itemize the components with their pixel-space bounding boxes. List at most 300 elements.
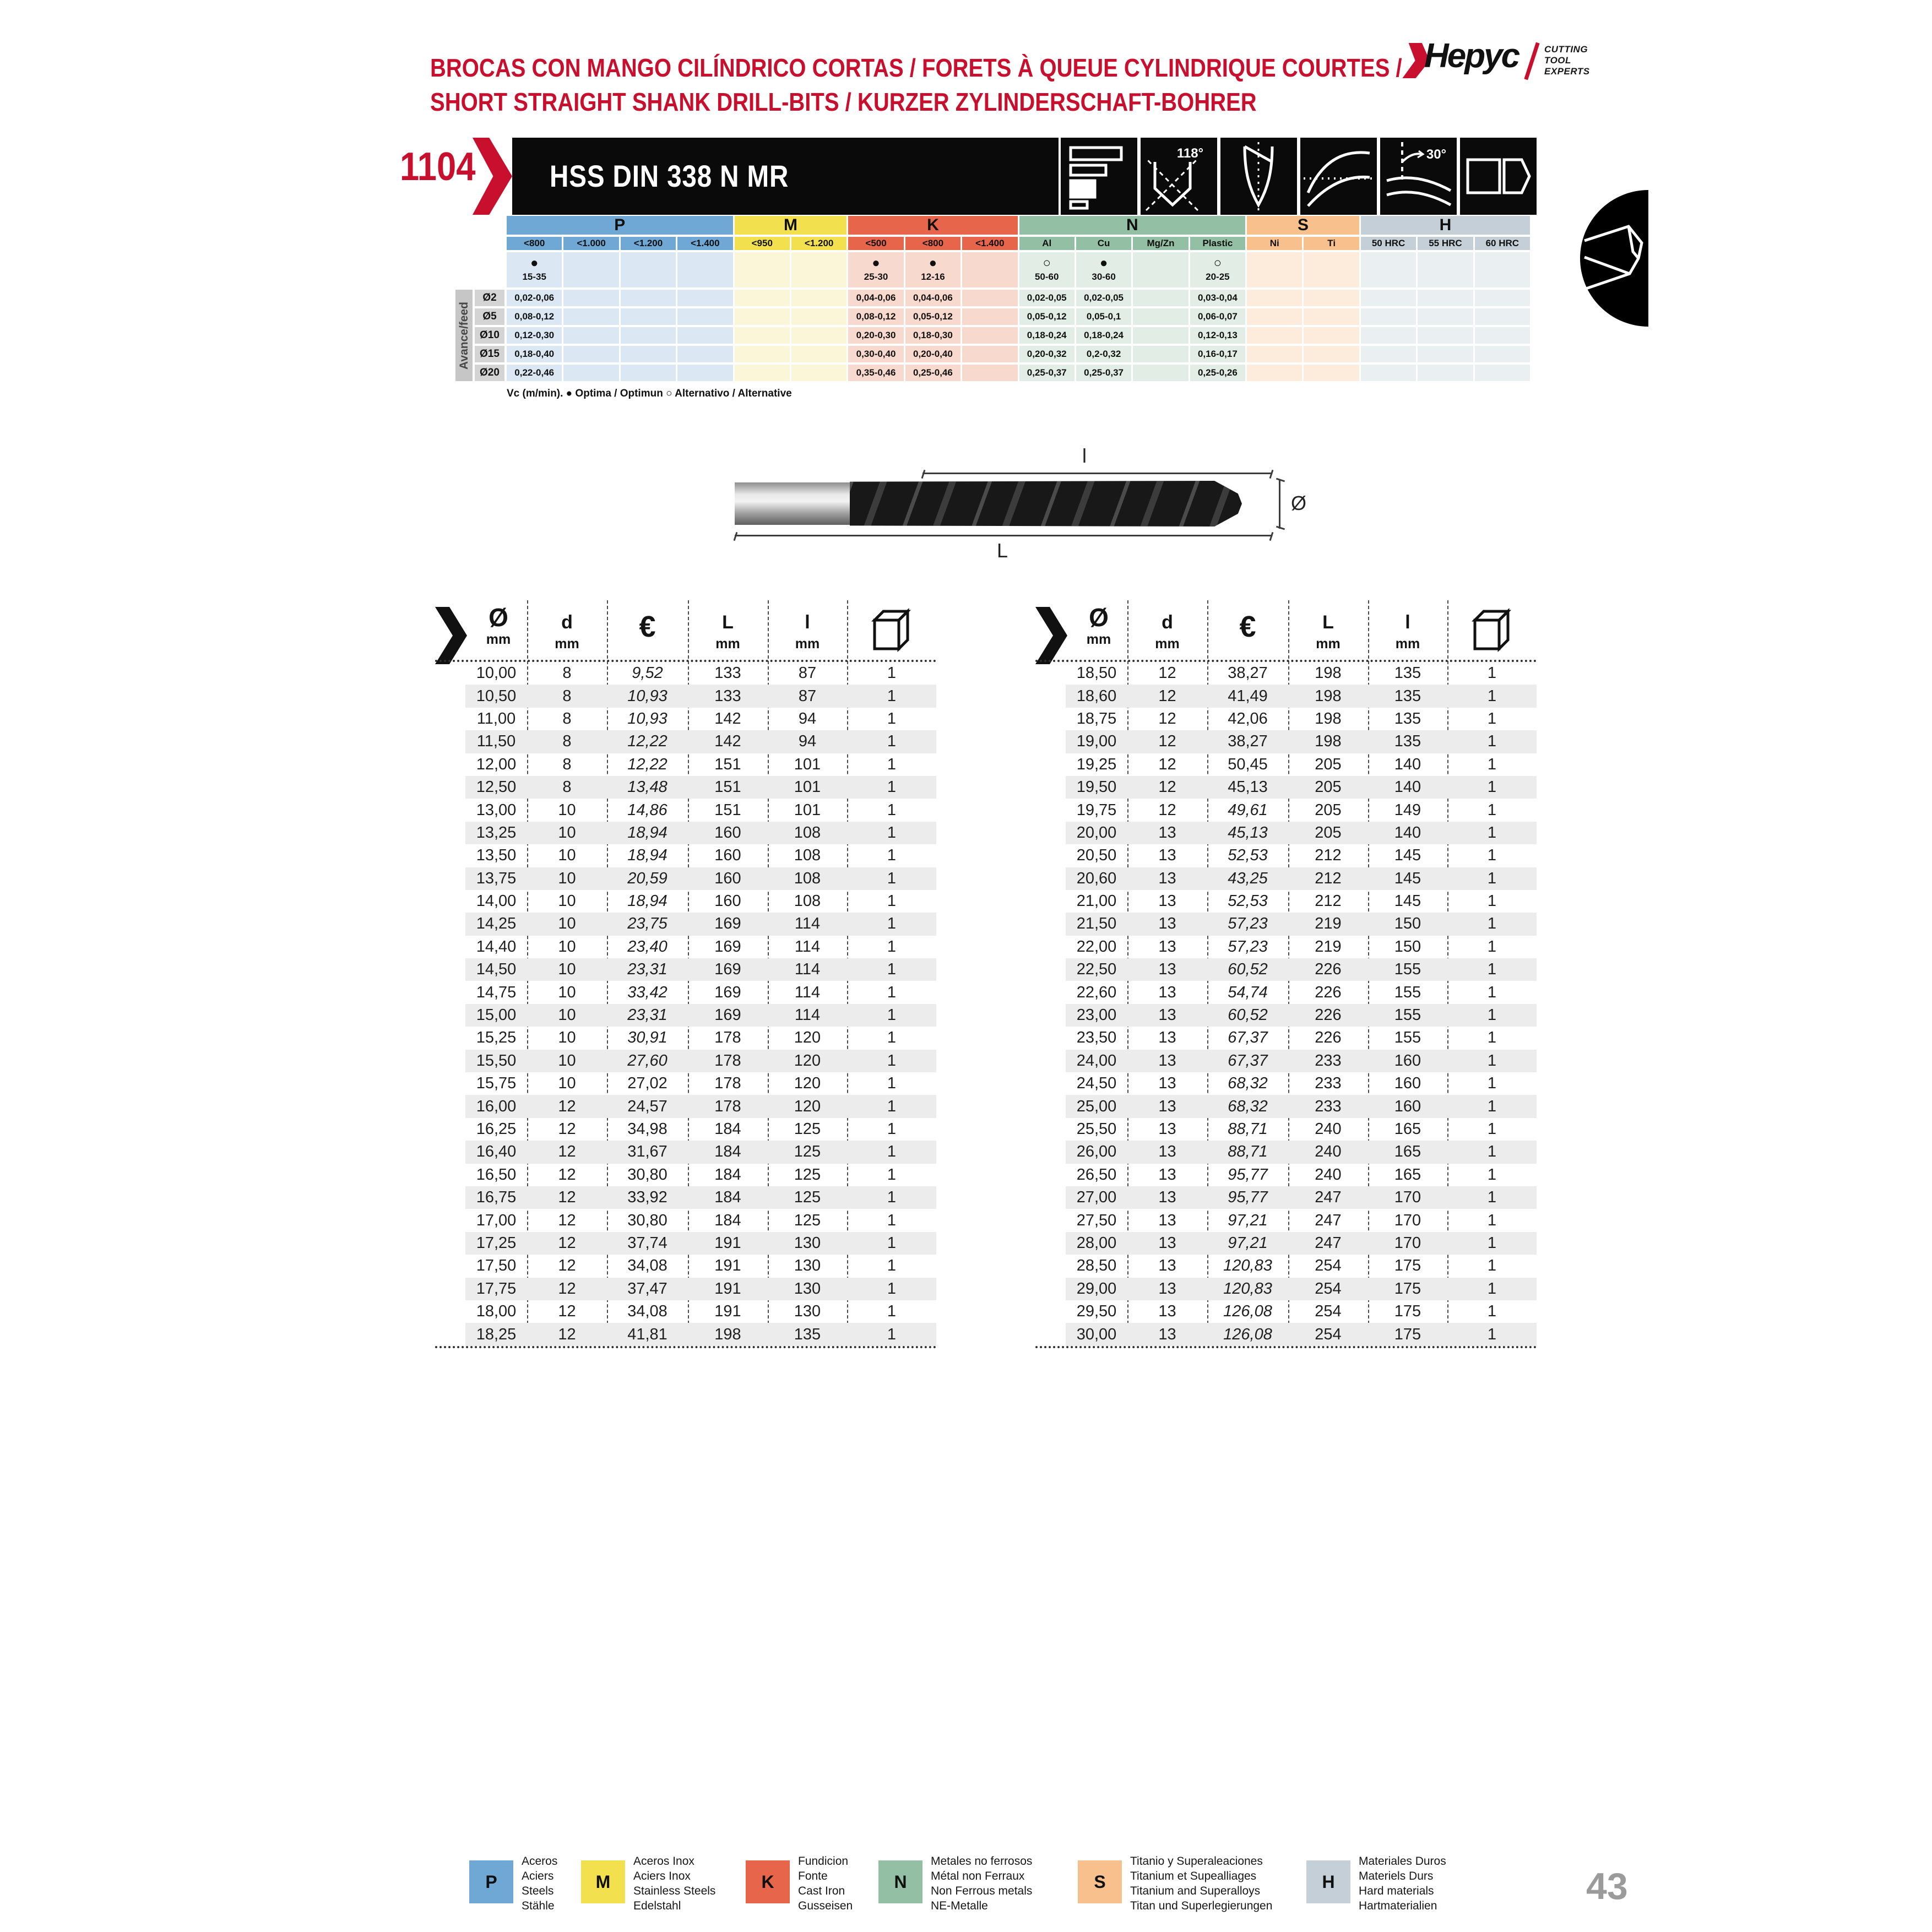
legend-line: Titanio y Superaleaciones	[1130, 1855, 1263, 1868]
cell-shank-d: 13	[1158, 1074, 1176, 1093]
feed-value-cell	[1247, 308, 1302, 325]
feed-value-cell	[621, 327, 676, 344]
cell-diameter: 19,75	[1076, 801, 1117, 819]
feed-value-cell	[962, 308, 1017, 325]
cell-shank-d: 13	[1158, 1029, 1176, 1047]
cell-diameter: 15,25	[476, 1029, 517, 1047]
table-row	[465, 1050, 936, 1072]
speed-range: 12-16	[921, 272, 945, 282]
cell-flute-length: 175	[1394, 1303, 1421, 1321]
cell-price: 43,25	[1228, 869, 1268, 887]
legend-line: Aceros	[522, 1855, 558, 1868]
feed-value-cell	[962, 327, 1017, 344]
cell-pack-qty: 1	[1487, 709, 1497, 728]
cell-diameter: 23,00	[1076, 1006, 1117, 1024]
cell-total-length: 212	[1315, 892, 1342, 910]
cell-pack-qty: 1	[887, 1188, 897, 1207]
point-angle-label: 118°	[1176, 146, 1204, 161]
feed-value-cell: 0,04-0,06	[905, 290, 960, 306]
speed-table-footnote: Vc (m/min). ● Optima / Optimun ○ Alternativo / Alternative	[507, 388, 792, 399]
cell-total-length: 160	[714, 869, 741, 887]
cell-pack-qty: 1	[1487, 1097, 1497, 1115]
cell-flute-length: 155	[1394, 960, 1421, 979]
page-title-line2: SHORT STRAIGHT SHANK DRILL-BITS / KURZER ZYLINDERSCHAFT-BOHRER	[430, 88, 1257, 116]
legend-line: Non Ferrous metals	[931, 1885, 1033, 1897]
cell-total-length: 184	[714, 1143, 741, 1161]
cell-price: 27,02	[627, 1074, 667, 1093]
cutting-speed-cell	[791, 252, 846, 287]
cell-flute-length: 108	[794, 823, 821, 842]
cell-shank-d: 13	[1158, 1188, 1176, 1207]
material-group-P: P	[507, 216, 733, 235]
cell-total-length: 212	[1315, 846, 1342, 865]
cell-diameter: 17,00	[476, 1211, 517, 1229]
cell-pack-qty: 1	[1487, 823, 1497, 842]
cell-flute-length: 140	[1394, 755, 1421, 773]
cell-total-length: 198	[714, 1325, 741, 1343]
table-row	[465, 890, 936, 913]
table-row	[465, 1141, 936, 1163]
table-row	[465, 981, 936, 1003]
cell-shank-d: 10	[558, 892, 576, 910]
cell-total-length: 133	[714, 687, 741, 705]
cell-shank-d: 10	[558, 1029, 576, 1047]
table-row	[1066, 913, 1537, 935]
material-subcol: 50 HRC	[1361, 237, 1416, 250]
cell-flute-length: 114	[794, 983, 821, 1001]
feed-value-cell	[677, 290, 732, 306]
cell-total-length: 133	[714, 664, 741, 682]
cell-shank-d: 12	[558, 1234, 576, 1252]
cell-total-length: 219	[1315, 915, 1342, 933]
feed-value-cell	[1475, 346, 1530, 362]
cell-shank-d: 10	[558, 1006, 576, 1024]
cutting-speed-cell	[621, 252, 676, 287]
cell-pack-qty: 1	[887, 1006, 897, 1024]
legend-line: Cast Iron	[798, 1885, 845, 1897]
col-header-packaging	[847, 608, 936, 655]
col-header-L: L mm	[1316, 612, 1341, 652]
cell-total-length: 178	[714, 1097, 741, 1115]
material-group-M: M	[735, 216, 847, 235]
cutting-speed-cell	[735, 252, 790, 287]
feed-value-cell	[791, 308, 846, 325]
cutting-speed-cell	[1361, 252, 1416, 287]
helix-angle-30-icon	[1380, 138, 1457, 215]
cell-total-length: 184	[714, 1120, 741, 1138]
cell-shank-d: 12	[1158, 664, 1176, 682]
cell-diameter: 18,25	[476, 1325, 517, 1343]
cell-diameter: 22,50	[1076, 960, 1117, 979]
cutting-speed-cell	[677, 252, 732, 287]
cell-price: 12,22	[627, 755, 667, 773]
cell-shank-d: 13	[1158, 960, 1176, 979]
cell-shank-d: 13	[1158, 1325, 1176, 1343]
legend-line: Metales no ferrosos	[931, 1855, 1033, 1868]
cell-diameter: 26,50	[1076, 1165, 1117, 1184]
legend-line: Fonte	[798, 1870, 828, 1882]
cell-flute-length: 160	[1394, 1097, 1421, 1115]
feed-value-cell	[791, 346, 846, 362]
table-row	[1066, 1050, 1537, 1072]
cell-pack-qty: 1	[887, 937, 897, 956]
cell-shank-d: 13	[1158, 869, 1176, 887]
col-header-diameter: Ø mm	[1086, 603, 1111, 647]
feed-value-cell: 0,12-0,30	[507, 327, 562, 344]
cell-total-length: 198	[1315, 709, 1342, 728]
table-row	[1066, 776, 1537, 799]
feed-value-cell: 0,02-0,05	[1076, 290, 1131, 306]
cell-pack-qty: 1	[887, 755, 897, 773]
total-length-label: L	[997, 539, 1008, 562]
cell-diameter: 16,40	[476, 1143, 517, 1161]
table-row	[465, 1118, 936, 1141]
table-row	[1066, 662, 1537, 685]
cell-flute-length: 94	[798, 709, 817, 728]
feed-value-cell: 0,02-0,06	[507, 290, 562, 306]
cell-price: 45,13	[1228, 823, 1268, 842]
cell-diameter: 18,50	[1076, 664, 1117, 682]
table-row	[1066, 1278, 1537, 1300]
cell-total-length: 151	[714, 778, 741, 796]
cell-diameter: 24,50	[1076, 1074, 1117, 1093]
table-row	[465, 958, 936, 981]
cell-pack-qty: 1	[887, 892, 897, 910]
cell-shank-d: 10	[558, 1074, 576, 1093]
cell-price: 33,92	[627, 1188, 667, 1207]
cell-shank-d: 10	[558, 823, 576, 842]
legend-text	[931, 1854, 1032, 1913]
feed-value-cell: 0,20-0,32	[1019, 346, 1074, 362]
feed-value-cell	[1304, 290, 1359, 306]
cell-shank-d: 8	[562, 732, 572, 751]
brand-wordmark: Hepyc	[1424, 37, 1519, 75]
cell-price: 34,08	[627, 1257, 667, 1275]
feed-diameter-label: Ø2	[475, 290, 504, 306]
cell-flute-length: 145	[1394, 846, 1421, 865]
cell-price: 120,83	[1223, 1257, 1272, 1275]
feed-value-cell	[1418, 346, 1473, 362]
feed-value-cell	[563, 327, 618, 344]
col-header-price: €	[1239, 610, 1256, 643]
col-header-l: l mm	[795, 612, 820, 652]
feed-value-cell: 0,18-0,40	[507, 346, 562, 362]
cell-flute-length: 145	[1394, 892, 1421, 910]
table-row	[465, 1209, 936, 1231]
material-subcol: <1.000	[563, 237, 618, 250]
cell-shank-d: 13	[1158, 846, 1176, 865]
speed-mark: ○	[1043, 256, 1051, 270]
cell-pack-qty: 1	[887, 1279, 897, 1298]
cell-flute-length: 165	[1394, 1165, 1421, 1184]
cell-pack-qty: 1	[887, 960, 897, 979]
cell-total-length: 219	[1315, 937, 1342, 956]
drill-diagram	[721, 444, 1316, 565]
material-group-H: H	[1361, 216, 1530, 235]
feed-value-cell: 0,22-0,46	[507, 365, 562, 381]
cell-diameter: 26,00	[1076, 1143, 1117, 1161]
cell-flute-length: 145	[1394, 869, 1421, 887]
legend-swatch-M: M	[581, 1860, 625, 1903]
cell-shank-d: 10	[558, 960, 576, 979]
speed-mark: ●	[530, 256, 539, 270]
cutting-speed-cell	[1133, 252, 1188, 287]
cell-shank-d: 13	[1158, 1211, 1176, 1229]
cell-price: 24,57	[627, 1097, 667, 1115]
feed-value-cell	[1475, 290, 1530, 306]
feed-value-cell	[1418, 308, 1473, 325]
table-row	[465, 776, 936, 799]
page-title-line1: BROCAS CON MANGO CILÍNDRICO CORTAS / FORETS À QUEUE CYLINDRIQUE COURTES /	[430, 53, 1402, 82]
feed-value-cell: 0,02-0,05	[1019, 290, 1074, 306]
col-header-d: d mm	[1155, 612, 1180, 652]
material-subcol: <1.200	[791, 237, 846, 250]
cell-pack-qty: 1	[1487, 1211, 1497, 1229]
cell-shank-d: 10	[558, 846, 576, 865]
cell-total-length: 178	[714, 1074, 741, 1093]
cell-diameter: 28,00	[1076, 1234, 1117, 1252]
cell-diameter: 21,00	[1076, 892, 1117, 910]
cell-shank-d: 12	[558, 1279, 576, 1298]
cell-price: 23,31	[627, 960, 667, 979]
cell-flute-length: 150	[1394, 915, 1421, 933]
cell-diameter: 10,50	[476, 687, 517, 705]
cell-price: 23,31	[627, 1006, 667, 1024]
total-length-dimension	[735, 535, 1272, 536]
cell-diameter: 12,50	[476, 778, 517, 796]
cell-diameter: 20,00	[1076, 823, 1117, 842]
cell-diameter: 29,50	[1076, 1303, 1117, 1321]
cell-price: 95,77	[1228, 1165, 1268, 1184]
cell-total-length: 254	[1315, 1303, 1342, 1321]
feed-value-cell	[1304, 365, 1359, 381]
legend-text	[798, 1854, 853, 1913]
package-box-icon	[1470, 608, 1513, 652]
cutting-speed-cell	[1076, 252, 1131, 287]
cell-shank-d: 12	[1158, 732, 1176, 751]
cell-total-length: 142	[714, 709, 741, 728]
cell-total-length: 240	[1315, 1143, 1342, 1161]
cell-pack-qty: 1	[1487, 732, 1497, 751]
cell-total-length: 254	[1315, 1279, 1342, 1298]
material-subcol: 55 HRC	[1418, 237, 1473, 250]
cell-price: 52,53	[1228, 846, 1268, 865]
cell-pack-qty: 1	[887, 709, 897, 728]
feed-diameter-label: Ø20	[475, 365, 504, 381]
cell-flute-length: 160	[1394, 1074, 1421, 1093]
table-row	[465, 1278, 936, 1300]
drill-shank	[735, 482, 851, 525]
cell-price: 38,27	[1228, 664, 1268, 682]
cell-diameter: 22,60	[1076, 983, 1117, 1001]
legend-text	[1359, 1854, 1446, 1913]
cell-diameter: 14,25	[476, 915, 517, 933]
table-row	[1066, 1095, 1537, 1117]
feed-value-cell	[677, 365, 732, 381]
cell-flute-length: 170	[1394, 1234, 1421, 1252]
cell-shank-d: 12	[558, 1188, 576, 1207]
feed-value-cell: 0,25-0,37	[1076, 365, 1131, 381]
cell-flute-length: 101	[794, 778, 821, 796]
cell-diameter: 19,25	[1076, 755, 1117, 773]
cell-flute-length: 135	[794, 1325, 821, 1343]
feed-value-cell: 0,35-0,46	[848, 365, 903, 381]
cell-total-length: 191	[714, 1257, 741, 1275]
table-chevron-icon	[1035, 607, 1067, 664]
legend-swatch-K: K	[746, 1860, 790, 1903]
cell-diameter: 13,50	[476, 846, 517, 865]
feed-value-cell	[1304, 346, 1359, 362]
cell-flute-length: 125	[794, 1211, 821, 1229]
cell-pack-qty: 1	[1487, 1051, 1497, 1070]
diameter-dimension	[1279, 479, 1280, 529]
cell-shank-d: 13	[1158, 937, 1176, 956]
cell-total-length: 160	[714, 823, 741, 842]
cell-total-length: 169	[714, 915, 741, 933]
cell-price: 97,21	[1228, 1234, 1268, 1252]
cell-total-length: 226	[1315, 983, 1342, 1001]
cell-shank-d: 8	[562, 687, 572, 705]
col-header-diameter: Ø mm	[486, 603, 511, 647]
cell-shank-d: 13	[1158, 1234, 1176, 1252]
cell-price: 42,06	[1228, 709, 1268, 728]
cutting-speed-cell	[1019, 252, 1074, 287]
table-row	[465, 685, 936, 707]
table-row	[465, 844, 936, 867]
cell-shank-d: 13	[1158, 1120, 1176, 1138]
feed-value-cell	[791, 365, 846, 381]
feed-value-cell	[1247, 327, 1302, 344]
table-row	[465, 708, 936, 730]
cell-total-length: 247	[1315, 1188, 1342, 1207]
cell-diameter: 14,50	[476, 960, 517, 979]
cell-shank-d: 12	[558, 1097, 576, 1115]
feed-value-cell: 0,25-0,26	[1190, 365, 1245, 381]
material-subcol: Cu	[1076, 237, 1131, 250]
cell-shank-d: 12	[1158, 687, 1176, 705]
feed-value-cell	[1475, 308, 1530, 325]
cell-shank-d: 13	[1158, 983, 1176, 1001]
feed-value-cell	[1361, 290, 1416, 306]
table-row	[1066, 936, 1537, 958]
feed-value-cell	[791, 327, 846, 344]
table-row	[465, 662, 936, 685]
cell-total-length: 205	[1315, 778, 1342, 796]
feed-value-cell: 0,04-0,06	[848, 290, 903, 306]
cell-total-length: 240	[1315, 1120, 1342, 1138]
material-subcol: 60 HRC	[1475, 237, 1530, 250]
cell-price: 23,75	[627, 915, 667, 933]
cell-total-length: 184	[714, 1165, 741, 1184]
cell-price: 49,61	[1228, 801, 1268, 819]
legend-line: Aciers	[522, 1870, 554, 1882]
table-row	[1066, 1186, 1537, 1209]
cell-price: 12,22	[627, 732, 667, 751]
cell-shank-d: 10	[558, 915, 576, 933]
material-subcol: <950	[735, 237, 790, 250]
cell-flute-length: 135	[1394, 664, 1421, 682]
cell-pack-qty: 1	[887, 846, 897, 865]
cell-total-length: 233	[1315, 1051, 1342, 1070]
feed-value-cell: 0,05-0,12	[1019, 308, 1074, 325]
table-row	[465, 1323, 936, 1345]
cell-pack-qty: 1	[1487, 1029, 1497, 1047]
cell-flute-length: 108	[794, 869, 821, 887]
cell-pack-qty: 1	[887, 1074, 897, 1093]
cell-diameter: 22,00	[1076, 937, 1117, 956]
cell-pack-qty: 1	[1487, 1303, 1497, 1321]
cell-pack-qty: 1	[887, 1165, 897, 1184]
material-subcol: Mg/Zn	[1133, 237, 1188, 250]
feed-value-cell	[1133, 308, 1188, 325]
feed-value-cell: 0,05-0,12	[905, 308, 960, 325]
table-row	[1066, 708, 1537, 730]
material-subcol: <1.400	[962, 237, 1017, 250]
table-row	[1066, 1255, 1537, 1277]
cell-price: 88,71	[1228, 1143, 1268, 1161]
cell-flute-length: 125	[794, 1120, 821, 1138]
cell-shank-d: 13	[1158, 1279, 1176, 1298]
cell-flute-length: 108	[794, 846, 821, 865]
cell-diameter: 14,00	[476, 892, 517, 910]
cell-flute-length: 101	[794, 801, 821, 819]
point-angle-118-icon	[1141, 138, 1217, 215]
cell-price: 60,52	[1228, 960, 1268, 979]
feed-value-cell	[1361, 346, 1416, 362]
table-row	[1066, 1323, 1537, 1345]
feed-value-cell: 0,08-0,12	[507, 308, 562, 325]
cell-total-length: 226	[1315, 1006, 1342, 1024]
cell-price: 41,49	[1228, 687, 1268, 705]
cell-shank-d: 12	[1158, 801, 1176, 819]
table-row	[465, 822, 936, 844]
cell-diameter: 25,00	[1076, 1097, 1117, 1115]
cell-total-length: 205	[1315, 823, 1342, 842]
cell-pack-qty: 1	[887, 1234, 897, 1252]
cell-diameter: 18,60	[1076, 687, 1117, 705]
cell-flute-length: 165	[1394, 1143, 1421, 1161]
cell-flute-length: 130	[794, 1257, 821, 1275]
table-row	[1066, 822, 1537, 844]
table-row	[465, 1072, 936, 1095]
cell-total-length: 240	[1315, 1165, 1342, 1184]
cutting-speed-cell	[905, 252, 960, 287]
legend-line: NE-Metalle	[931, 1900, 988, 1912]
legend-line: Stähle	[522, 1900, 555, 1912]
table-row	[1066, 890, 1537, 913]
cell-price: 37,47	[627, 1279, 667, 1298]
cell-shank-d: 8	[562, 709, 572, 728]
catalog-table-left	[435, 600, 936, 1352]
cell-flute-length: 87	[798, 687, 817, 705]
cell-price: 34,98	[627, 1120, 667, 1138]
feed-row-label: Avance/feed	[455, 290, 473, 381]
cutting-speed-cell	[1190, 252, 1245, 287]
cutting-speed-cell	[1304, 252, 1359, 287]
cell-price: 68,32	[1228, 1097, 1268, 1115]
speed-range: 30-60	[1092, 272, 1116, 282]
material-group-K: K	[848, 216, 1017, 235]
cell-price: 41,81	[627, 1325, 667, 1343]
cell-shank-d: 13	[1158, 1051, 1176, 1070]
cell-diameter: 29,00	[1076, 1279, 1117, 1298]
cell-diameter: 13,75	[476, 869, 517, 887]
cell-pack-qty: 1	[1487, 801, 1497, 819]
cell-total-length: 178	[714, 1051, 741, 1070]
cell-pack-qty: 1	[1487, 1188, 1497, 1207]
feed-value-cell	[563, 365, 618, 381]
table-row	[465, 1232, 936, 1255]
